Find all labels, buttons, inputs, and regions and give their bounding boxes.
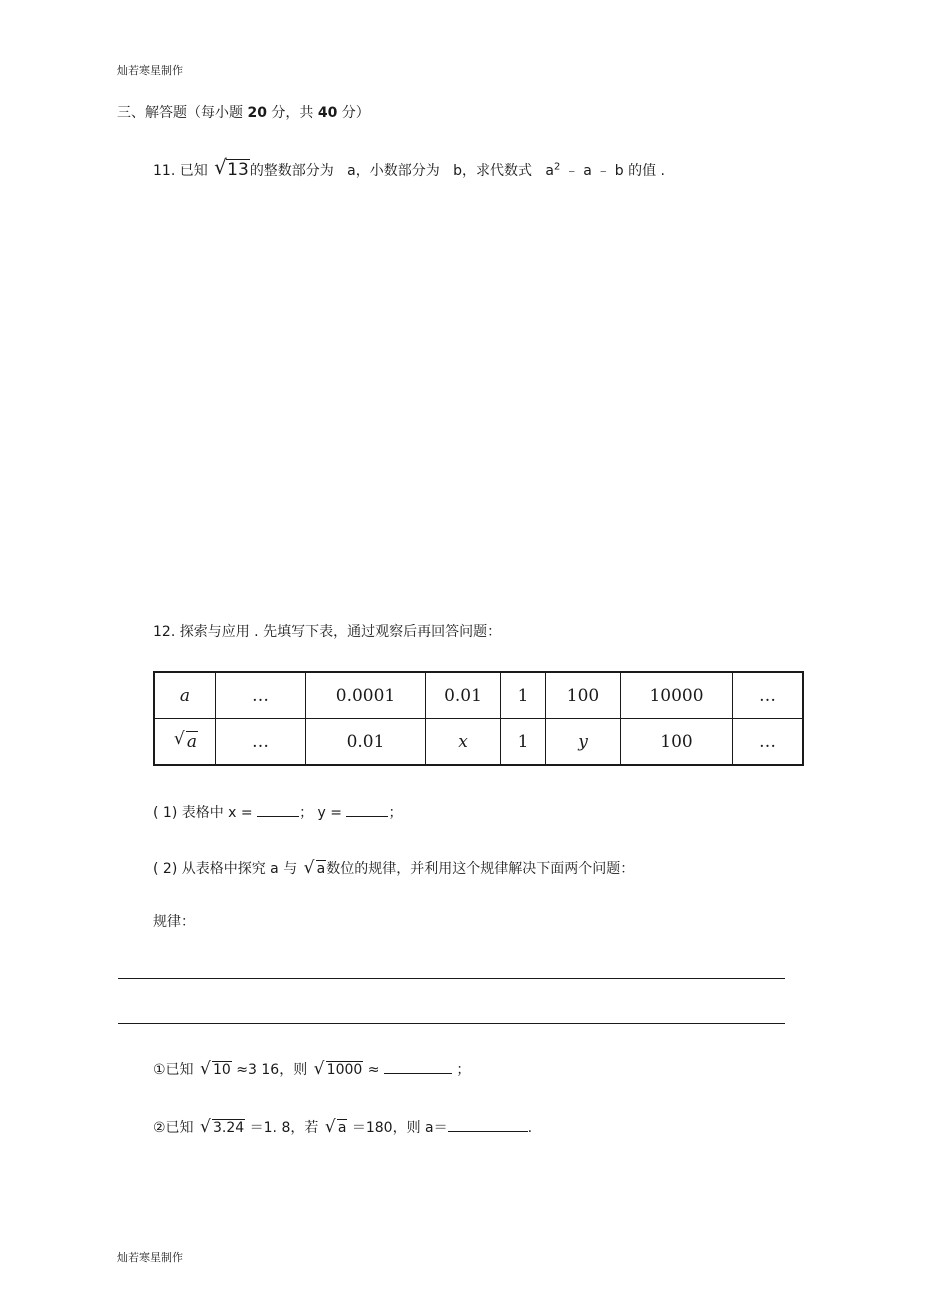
section-heading-post: 分） [341,105,370,121]
q12-intro: 12. 探索与应用 . 先填写下表，通过观察后再回答问题： [153,624,502,640]
q11-expr-exponent: 2 [553,161,561,173]
sqrt-10 [200,1059,232,1079]
section-heading-pre: 三、解答题（每小题 [117,105,243,121]
table-cell-sqrt-a [154,719,216,766]
section-points-each: 20 [247,105,267,121]
section-heading [117,102,370,122]
q12-part-2 [153,858,634,878]
table-cell: x [426,719,501,766]
s2-mid2: ＝180，则 a＝ [351,1120,448,1136]
table-row-sqrt-a [154,719,803,766]
s2-pre: ②已知 [153,1120,194,1136]
sqrt-3-24 [200,1117,245,1137]
s1-pre: ①已知 [153,1062,194,1078]
p1-mid: ； y = [299,805,343,821]
radical-sign-icon: √ [313,1059,325,1079]
radicand-a-inline: a [316,861,326,877]
table-cell: … [733,719,804,766]
table-cell: 100 [546,672,621,719]
radical-sign-icon: √ [173,728,185,749]
radical-sign-icon: √ [214,155,227,179]
q11-post: 的值 . [628,163,665,179]
s1-post: ； [456,1062,471,1078]
q11-expr-base: a [545,163,554,179]
table-cell: 1 [501,672,546,719]
sqrt-a-given [324,1117,348,1137]
radicand-3-24: 3.24 [213,1120,245,1136]
table-cell: 1 [501,719,546,766]
answer-line-2[interactable] [118,1023,785,1024]
value-table [153,671,804,766]
radical-sign-icon: √ [324,1117,336,1137]
s2-post: . [527,1120,533,1136]
answer-blank-x[interactable] [257,802,299,817]
radical-sign-icon: √ [200,1059,211,1079]
rule-label: 规律： [153,914,195,930]
table-cell: 0.01 [426,672,501,719]
section-heading-mid: 分，共 [271,105,314,121]
header-watermark: 灿若寒星制作 [117,64,183,77]
q11-mid2: 小数部分为 [369,163,440,179]
table-cell: 100 [621,719,733,766]
radical-sign-icon: √ [303,858,315,878]
q11-mid3: 求代数式 [476,163,533,179]
s1-approx: ≈ [367,1062,380,1078]
answer-blank-y[interactable] [346,802,388,817]
section-points-total: 40 [317,105,338,121]
table-cell: y [546,719,621,766]
radical-sign-icon: √ [200,1117,211,1137]
q11-expr-rest: ﹣ a ﹣ b [564,163,624,179]
table-cell: 0.01 [306,719,426,766]
radicand-13: 13 [227,160,249,180]
q11-var-a: a， [347,163,370,179]
p2-pre: ( 2) 从表格中探究 a 与 [153,861,298,877]
table-cell: … [216,672,306,719]
q12-part-1 [153,802,402,822]
sqrt-a [173,728,198,752]
sqrt-a-inline [303,858,327,878]
radicand-a: a [186,731,198,752]
p2-post: 数位的规律，并利用这个规律解决下面两个问题： [326,861,635,877]
sub-question-2 [153,1117,532,1137]
s1-mid: ≈3 16，则 [236,1062,308,1078]
answer-blank-sqrt-1000[interactable] [384,1059,452,1074]
answer-line-1[interactable] [118,978,785,979]
question-11 [153,155,665,180]
table-cell: … [216,719,306,766]
p1-pre: ( 1) 表格中 x = [153,805,253,821]
table-cell: 10000 [621,672,733,719]
table-cell: 0.0001 [306,672,426,719]
radicand-1000: 1000 [326,1062,363,1078]
answer-blank-a[interactable] [448,1117,528,1132]
s2-mid: ＝1. 8，若 [249,1120,319,1136]
p1-post: ； [388,805,403,821]
radicand-a-given: a [337,1120,347,1136]
q11-pre: 11. 已知 [153,163,208,179]
sub-question-1 [153,1059,470,1079]
radicand-10: 10 [213,1062,231,1078]
table-row-a [154,672,803,719]
footer-watermark: 灿若寒星制作 [117,1251,183,1264]
q11-var-b: b， [453,163,477,179]
q11-mid1: 的整数部分为 [249,163,334,179]
sqrt-13 [214,155,250,180]
table-cell: … [733,672,804,719]
sqrt-1000 [313,1059,364,1079]
table-cell: a [154,672,216,719]
